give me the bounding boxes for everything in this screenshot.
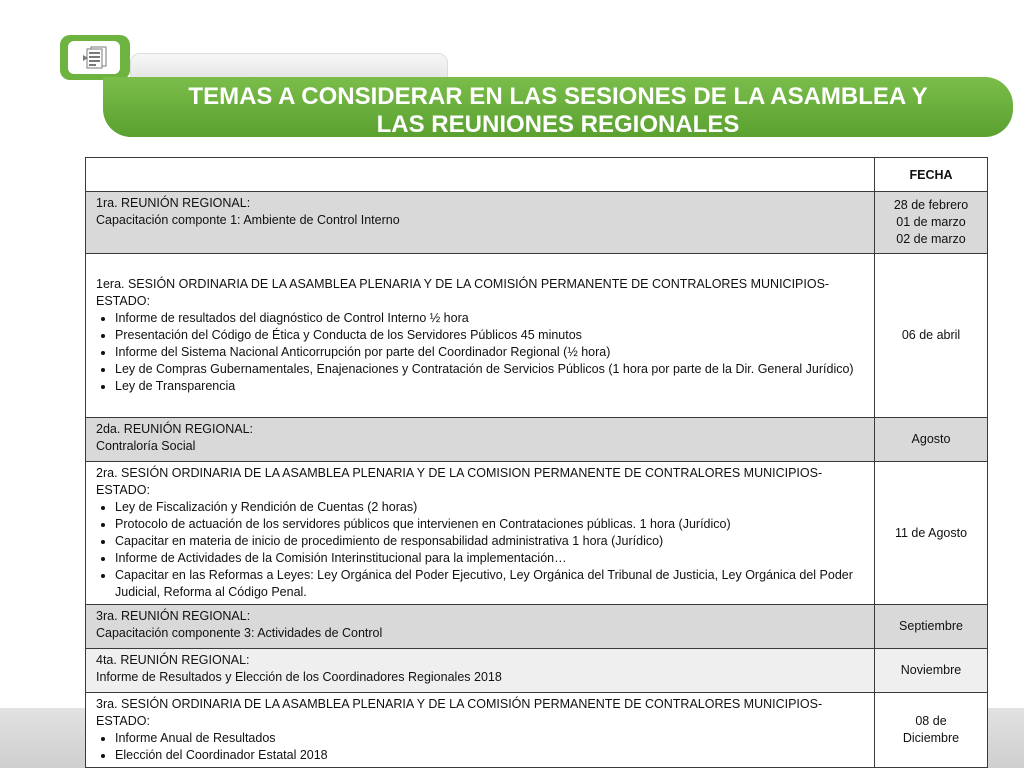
- logo-inner: [68, 41, 120, 74]
- date-cell: [875, 605, 988, 649]
- list-item: • Protocolo de actuación de los servidores públicos que intervienen en Contrataciones públicas. 1 hora (Jurídico): [115, 516, 864, 533]
- topic-cell: [86, 649, 875, 693]
- list-item: • Ley de Fiscalización y Rendición de Cuentas (2 horas): [115, 499, 864, 516]
- table-row: [86, 254, 988, 418]
- topic-heading: 4ta. REUNIÓN REGIONAL:: [96, 653, 250, 667]
- table-row: [86, 462, 988, 605]
- date-cell: [875, 693, 988, 768]
- schedule-table: [85, 157, 988, 768]
- title-banner: [103, 77, 1013, 137]
- date-cell: [875, 192, 988, 254]
- table-row: [86, 192, 988, 254]
- page-title: TEMAS A CONSIDERAR EN LAS SESIONES DE LA ASAMBLEA Y LAS REUNIONES REGIONALES: [188, 83, 928, 138]
- topic-heading: 2ra. SESIÓN ORDINARIA DE LA ASAMBLEA PLENARIA Y DE LA COMISION PERMANENTE DE CONTRALORES MUNICIPIOS-ESTADO:: [96, 466, 823, 497]
- topic-heading: 1era. SESIÓN ORDINARIA DE LA ASAMBLEA PLENARIA Y DE LA COMISIÓN PERMANENTE DE CONTRALORES MUNICIPIOS-ESTADO:: [96, 277, 830, 308]
- table-header-row: [86, 158, 988, 192]
- date-value: 28 de febrero: [893, 198, 969, 212]
- list-item: • Ley de Transparencia: [115, 378, 864, 395]
- date-cell: [875, 462, 988, 605]
- list-item: • Capacitar en las Reformas a Leyes: Ley Orgánica del Poder Ejecutivo, Ley Orgánica del Tribunal de Justicia, Ley Orgánica del Poder Judicial, Reforma al Código Penal.: [115, 567, 864, 601]
- topic-line: Capacitación componte 1: Ambiente de Control Interno: [96, 213, 400, 227]
- list-item: • Informe de resultados del diagnóstico de Control Interno ½ hora: [115, 310, 864, 327]
- table-row: [86, 693, 988, 768]
- topic-bullet-list: [96, 730, 864, 764]
- date-value: Septiembre: [899, 619, 963, 633]
- topic-cell: [86, 462, 875, 605]
- topic-line: Capacitación componente 3: Actividades de Control: [96, 626, 383, 640]
- table-row: [86, 649, 988, 693]
- list-item: • Ley de Compras Gubernamentales, Enajenaciones y Contratación de Servicios Públicos (1 hora por parte de la Dir. General Jurídico): [115, 361, 864, 378]
- topic-heading: 3ra. SESIÓN ORDINARIA DE LA ASAMBLEA PLENARIA Y DE LA COMISIÓN PERMANENTE DE CONTRALORES MUNICIPIOS-ESTADO:: [96, 697, 823, 728]
- date-value: Diciembre: [902, 731, 960, 745]
- date-value: 06 de abril: [901, 328, 961, 342]
- topic-bullet-list: [96, 310, 864, 395]
- table-row: [86, 605, 988, 649]
- topic-heading: 3ra. REUNIÓN REGIONAL:: [96, 609, 251, 623]
- table-body: [86, 192, 988, 768]
- list-item: • Informe del Sistema Nacional Anticorrupción por parte del Coordinador Regional (½ hora): [115, 344, 864, 361]
- topic-heading: 2da. REUNIÓN REGIONAL:: [96, 422, 253, 436]
- date-cell: [875, 418, 988, 462]
- document-stack-icon: [82, 45, 108, 69]
- date-cell: [875, 649, 988, 693]
- topic-line: Informe de Resultados y Elección de los Coordinadores Regionales 2018: [96, 670, 502, 684]
- list-item: • Informe Anual de Resultados: [115, 730, 864, 747]
- topic-heading: 1ra. REUNIÓN REGIONAL:: [96, 196, 251, 210]
- date-cell: [875, 254, 988, 418]
- logo-badge: [60, 35, 130, 80]
- topic-cell: [86, 418, 875, 462]
- list-item: • Presentación del Código de Ética y Conducta de los Servidores Públicos 45 minutos: [115, 327, 864, 344]
- topic-bullet-list: [96, 499, 864, 601]
- topic-cell: [86, 693, 875, 768]
- topic-cell: [86, 254, 875, 418]
- topic-header-cell: [86, 158, 875, 192]
- date-header-cell: FECHA: [875, 158, 988, 192]
- date-value: Agosto: [911, 432, 951, 446]
- list-item: • Informe de Actividades de la Comisión Interinstitucional para la implementación…: [115, 550, 864, 567]
- topic-line: Contraloría Social: [96, 439, 196, 453]
- list-item: • Capacitar en materia de inicio de procedimiento de responsabilidad administrativa 1 hora (Jurídico): [115, 533, 864, 550]
- date-value: 02 de marzo: [896, 232, 966, 246]
- date-value: 01 de marzo: [896, 215, 966, 229]
- date-value: 11 de Agosto: [894, 525, 968, 540]
- date-value: Noviembre: [900, 663, 962, 677]
- topic-cell: [86, 605, 875, 649]
- date-value: 08 de: [915, 714, 947, 728]
- table-row: [86, 418, 988, 462]
- topic-cell: [86, 192, 875, 254]
- list-item: • Elección del Coordinador Estatal 2018: [115, 747, 864, 764]
